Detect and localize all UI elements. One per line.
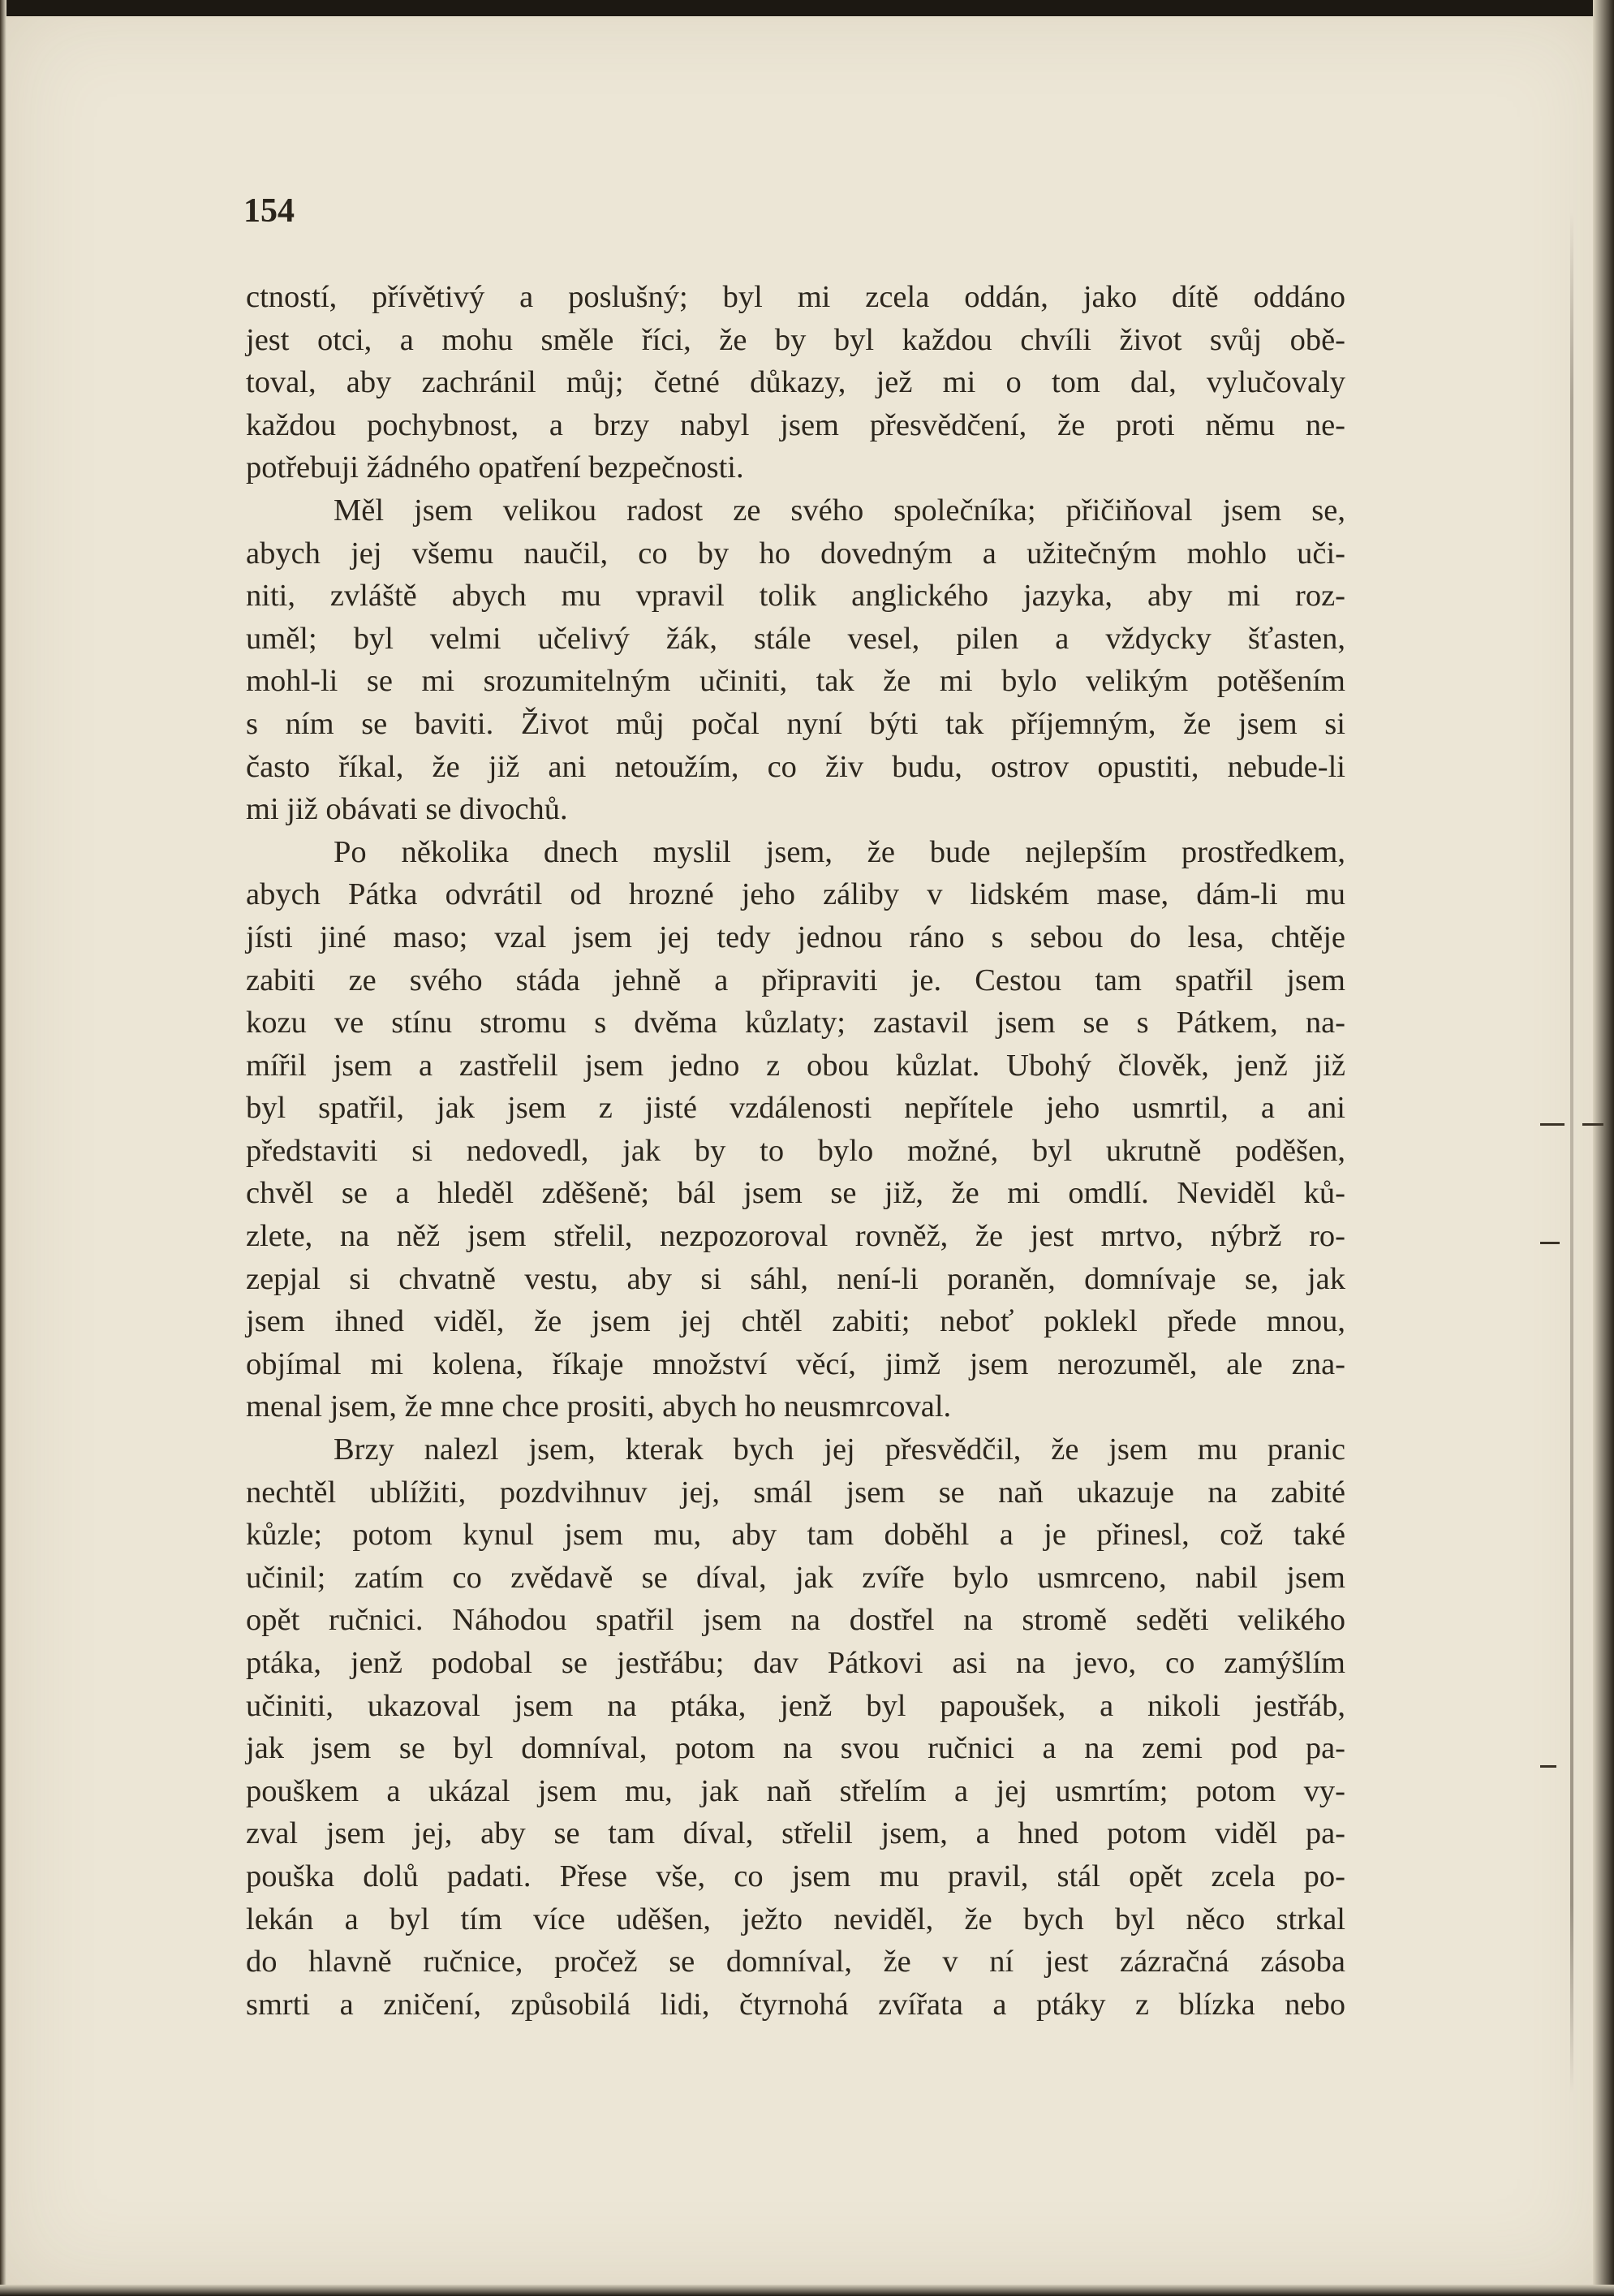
- text-line: niti, zvláště abych mu vpravil tolik anglického jazyka, aby mi roz-: [246, 579, 1345, 614]
- text-line: pouškem a ukázal jsem mu, jak naň střelím a jej usmrtím; potom vy-: [246, 1773, 1345, 1808]
- text-line: abych jej všemu naučil, co by ho dovedným a užitečným mohlo uči-: [246, 536, 1345, 571]
- page-number: 154: [243, 192, 295, 230]
- text-line: zepjal si chvatně vestu, aby si sáhl, není-li poraněn, domnívaje se, jak: [246, 1261, 1345, 1296]
- text-line: zval jsem jej, aby se tam díval, střelil jsem, a hned potom viděl pa-: [246, 1816, 1345, 1851]
- text-line: byl spatřil, jak jsem z jisté vzdálenosti nepřítele jeho usmrtil, a ani: [246, 1091, 1345, 1126]
- text-line: mířil jsem a zastřelil jsem jedno z obou kůzlat. Ubohý člověk, jenž již: [246, 1048, 1345, 1083]
- text-line: mi již obávati se divochů.: [246, 792, 568, 827]
- text-line: mohl-li se mi srozumitelným učiniti, tak že mi bylo velikým potěšením: [246, 664, 1345, 699]
- margin-mark: [1540, 1765, 1556, 1768]
- text-line: do hlavně ručnice, pročež se domníval, že v ní jest zázračná zásoba: [246, 1945, 1345, 1979]
- text-line: objímal mi kolena, říkaje množství věcí, jimž jsem nerozuměl, ale zna-: [246, 1346, 1345, 1381]
- text-line: s ním se baviti. Život můj počal nyní býti tak příjemným, že jsem si: [246, 706, 1345, 741]
- margin-mark: [1540, 1123, 1565, 1126]
- text-line: Měl jsem velikou radost ze svého společníka; přičiňoval jsem se,: [334, 493, 1345, 528]
- text-line: pouška dolů padati. Přese vše, co jsem mu pravil, stál opět zcela po-: [246, 1859, 1345, 1893]
- page-right-edge: [1593, 0, 1614, 2296]
- text-line: představiti si nedovedl, jak by to bylo možné, byl ukrutně poděšen,: [246, 1133, 1345, 1168]
- text-line: každou pochybnost, a brzy nabyl jsem přesvědčení, že proti němu ne-: [246, 407, 1345, 442]
- text-line: kozu ve stínu stromu s dvěma kůzlaty; zastavil jsem se s Pátkem, na-: [246, 1006, 1345, 1040]
- text-line: Brzy nalezl jsem, kterak bych jej přesvědčil, že jsem mu pranic: [334, 1432, 1345, 1467]
- text-line: uměl; byl velmi učelivý žák, stále vesel, pilen a vždycky šťasten,: [246, 621, 1345, 656]
- margin-mark: [1540, 1242, 1560, 1244]
- margin-mark: [1582, 1123, 1603, 1126]
- text-line: kůzle; potom kynul jsem mu, aby tam doběhl a je přinesl, což také: [246, 1518, 1345, 1553]
- text-line: jest otci, a mohu směle říci, že by byl každou chvíli život svůj obě-: [246, 322, 1345, 357]
- text-line: jsem ihned viděl, že jsem jej chtěl zabiti; neboť poklekl přede mnou,: [246, 1304, 1345, 1339]
- text-line: chvěl se a hleděl zděšeně; bál jsem se již, že mi omdlí. Neviděl ků-: [246, 1176, 1345, 1211]
- text-line: smrti a zničení, způsobilá lidi, čtyrnohá zvířata a ptáky z blízka nebo: [246, 1987, 1345, 2022]
- page-bottom-edge: [0, 2285, 1614, 2296]
- text-line: učinil; zatím co zvědavě se díval, jak zvíře bylo usmrceno, nabil jsem: [246, 1560, 1345, 1595]
- text-line: zabiti ze svého stáda jehně a připraviti je. Cestou tam spatřil jsem: [246, 963, 1345, 997]
- text-line: lekán a byl tím více uděšen, ježto neviděl, že bych byl něco strkal: [246, 1902, 1345, 1936]
- text-line: učiniti, ukazoval jsem na ptáka, jenž byl papoušek, a nikoli jestřáb,: [246, 1688, 1345, 1723]
- text-line: zlete, na něž jsem střelil, nezpozoroval rovněž, že jest mrtvo, nýbrž ro-: [246, 1219, 1345, 1254]
- text-line: nechtěl ublížiti, pozdvihnuv jej, smál jsem se naň ukazuje na zabité: [246, 1475, 1345, 1510]
- text-line: abych Pátka odvrátil od hrozné jeho záliby v lidském mase, dám-li mu: [246, 877, 1345, 912]
- text-line: ptáka, jenž podobal se jestřábu; dav Pátkovi asi na jevo, co zamýšlím: [246, 1646, 1345, 1680]
- page-top-edge: [0, 0, 1614, 16]
- text-line: Po několika dnech myslil jsem, že bude nejlepším prostředkem,: [334, 834, 1345, 869]
- text-line: jak jsem se byl domníval, potom na svou ručnici a na zemi pod pa-: [246, 1731, 1345, 1766]
- page-fold-shadow: [1570, 211, 1573, 2094]
- text-line: ctností, přívětivý a poslušný; byl mi zcela oddán, jako dítě oddáno: [246, 280, 1345, 314]
- body-text: [246, 276, 1345, 2026]
- text-line: jísti jiné maso; vzal jsem jej tedy jednou ráno s sebou do lesa, chtěje: [246, 920, 1345, 954]
- text-line: menal jsem, že mne chce prositi, abych ho neusmrcoval.: [246, 1389, 952, 1424]
- page-left-edge: [0, 0, 6, 2296]
- text-line: toval, aby zachránil můj; četné důkazy, jež mi o tom dal, vylučovaly: [246, 365, 1345, 400]
- text-line: potřebuji žádného opatření bezpečnosti.: [246, 450, 744, 485]
- text-line: často říkal, že již ani netoužím, co živ budu, ostrov opustiti, nebude-li: [246, 749, 1345, 784]
- text-line: opět ručnici. Náhodou spatřil jsem na dostřel na stromě seděti velikého: [246, 1603, 1345, 1638]
